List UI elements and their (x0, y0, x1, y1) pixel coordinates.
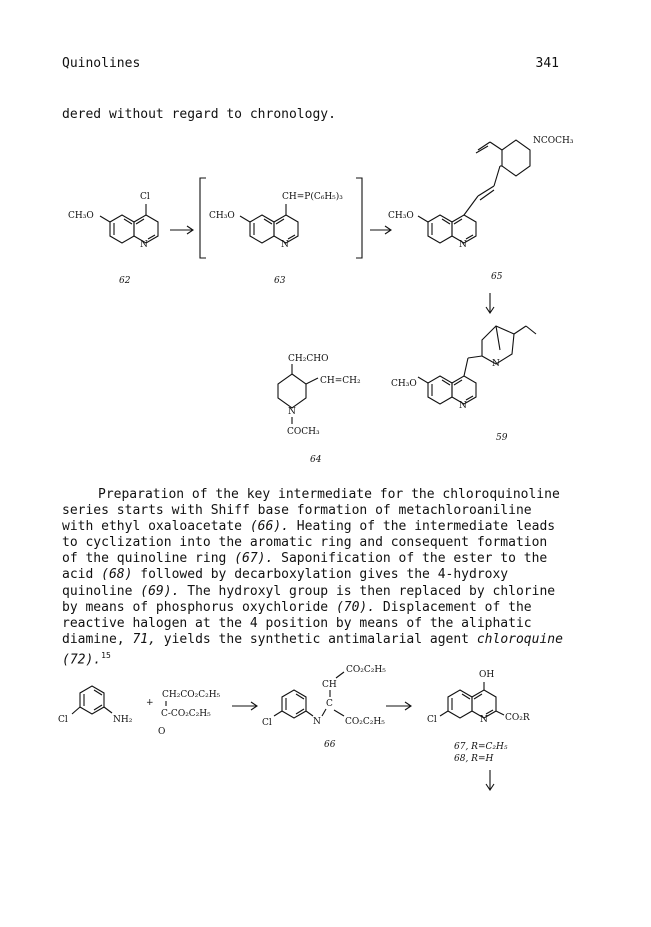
svg-text:Cl: Cl (427, 715, 437, 725)
svg-text:N: N (492, 359, 500, 369)
svg-text:CH₃O: CH₃O (391, 379, 417, 389)
svg-text:N: N (281, 240, 289, 250)
svg-text:NCOCH₃: NCOCH₃ (533, 136, 574, 146)
svg-text:65: 65 (491, 272, 503, 282)
page-number: 341 (535, 56, 559, 71)
compound-66 (262, 665, 386, 750)
metachloroaniline (58, 686, 133, 725)
compound-59 (391, 326, 536, 443)
svg-text:OH: OH (479, 670, 495, 680)
continued-text: dered without regard to chronology. (62, 107, 336, 122)
svg-text:CH₃O: CH₃O (68, 211, 94, 221)
svg-text:67, R=C₂H₅: 67, R=C₂H₅ (454, 742, 508, 752)
svg-text:COCH₃: COCH₃ (287, 427, 320, 437)
svg-text:Cl: Cl (262, 718, 272, 728)
svg-text:CH₃O: CH₃O (388, 211, 414, 221)
svg-text:CH₂CO₂C₂H₅: CH₂CO₂C₂H₅ (162, 690, 221, 700)
svg-text:N: N (459, 240, 467, 250)
svg-text:N: N (459, 401, 467, 411)
svg-text:C: C (326, 699, 333, 709)
ethyl-oxaloacetate (158, 690, 221, 737)
svg-text:N: N (313, 717, 321, 727)
body-paragraph: Preparation of the key intermediate for the chloroquinoline series starts with Shiff base formation of metachloroaniline with ethyl oxaloacetate (66). Heating of the intermediate leads to cyclization into the aromatic ring and consequent formation of the quinoline ring (67). Saponification of the ester to the acid (68) followed by decarboxylation gives the 4-hydroxy quinoline (69). The hydroxyl group is then replaced by chlorine by means of phosphorus oxychloride (70). Displacement of the reactive halogen at the 4 position by means of the aliphatic diamine, 71, yields the synthetic antimalarial agent chloroquine (72).$^{15}$ (62, 487, 563, 668)
compound-67-68 (427, 670, 530, 764)
svg-text:N: N (288, 407, 296, 417)
svg-text:CH₂CHO: CH₂CHO (288, 354, 329, 364)
svg-text:CH: CH (322, 680, 337, 690)
svg-text:68, R=H: 68, R=H (454, 754, 494, 764)
svg-text:CO₂C₂H₅: CO₂C₂H₅ (346, 665, 386, 675)
svg-text:N: N (480, 715, 488, 725)
compound-63 (209, 191, 343, 286)
svg-text:O: O (158, 727, 166, 737)
svg-text:CH=CH₂: CH=CH₂ (320, 376, 361, 386)
svg-text:CO₂R: CO₂R (505, 713, 530, 723)
svg-text:+: + (146, 698, 154, 708)
compound-64 (278, 354, 361, 465)
running-title: Quinolines (62, 56, 141, 71)
svg-text:59: 59 (496, 433, 508, 443)
svg-text:Cl: Cl (140, 192, 150, 202)
chloroquine-term: chloroquine (476, 631, 563, 647)
svg-text:66: 66 (324, 740, 336, 750)
svg-text:CH₃O: CH₃O (209, 211, 235, 221)
svg-text:C-CO₂C₂H₅: C-CO₂C₂H₅ (161, 709, 211, 719)
svg-text:CO₂C₂H₅: CO₂C₂H₅ (345, 717, 385, 727)
svg-text:63: 63 (274, 276, 286, 286)
reference-mark: 15 (101, 650, 111, 660)
svg-text:CH=P(C₆H₅)₃: CH=P(C₆H₅)₃ (282, 192, 343, 202)
svg-text:64: 64 (310, 455, 322, 465)
svg-text:NH₂: NH₂ (113, 715, 133, 725)
svg-text:Cl: Cl (58, 715, 68, 725)
compound-62 (68, 192, 158, 286)
compound-65 (388, 136, 574, 282)
svg-text:N: N (140, 240, 148, 250)
svg-text:62: 62 (119, 276, 131, 286)
